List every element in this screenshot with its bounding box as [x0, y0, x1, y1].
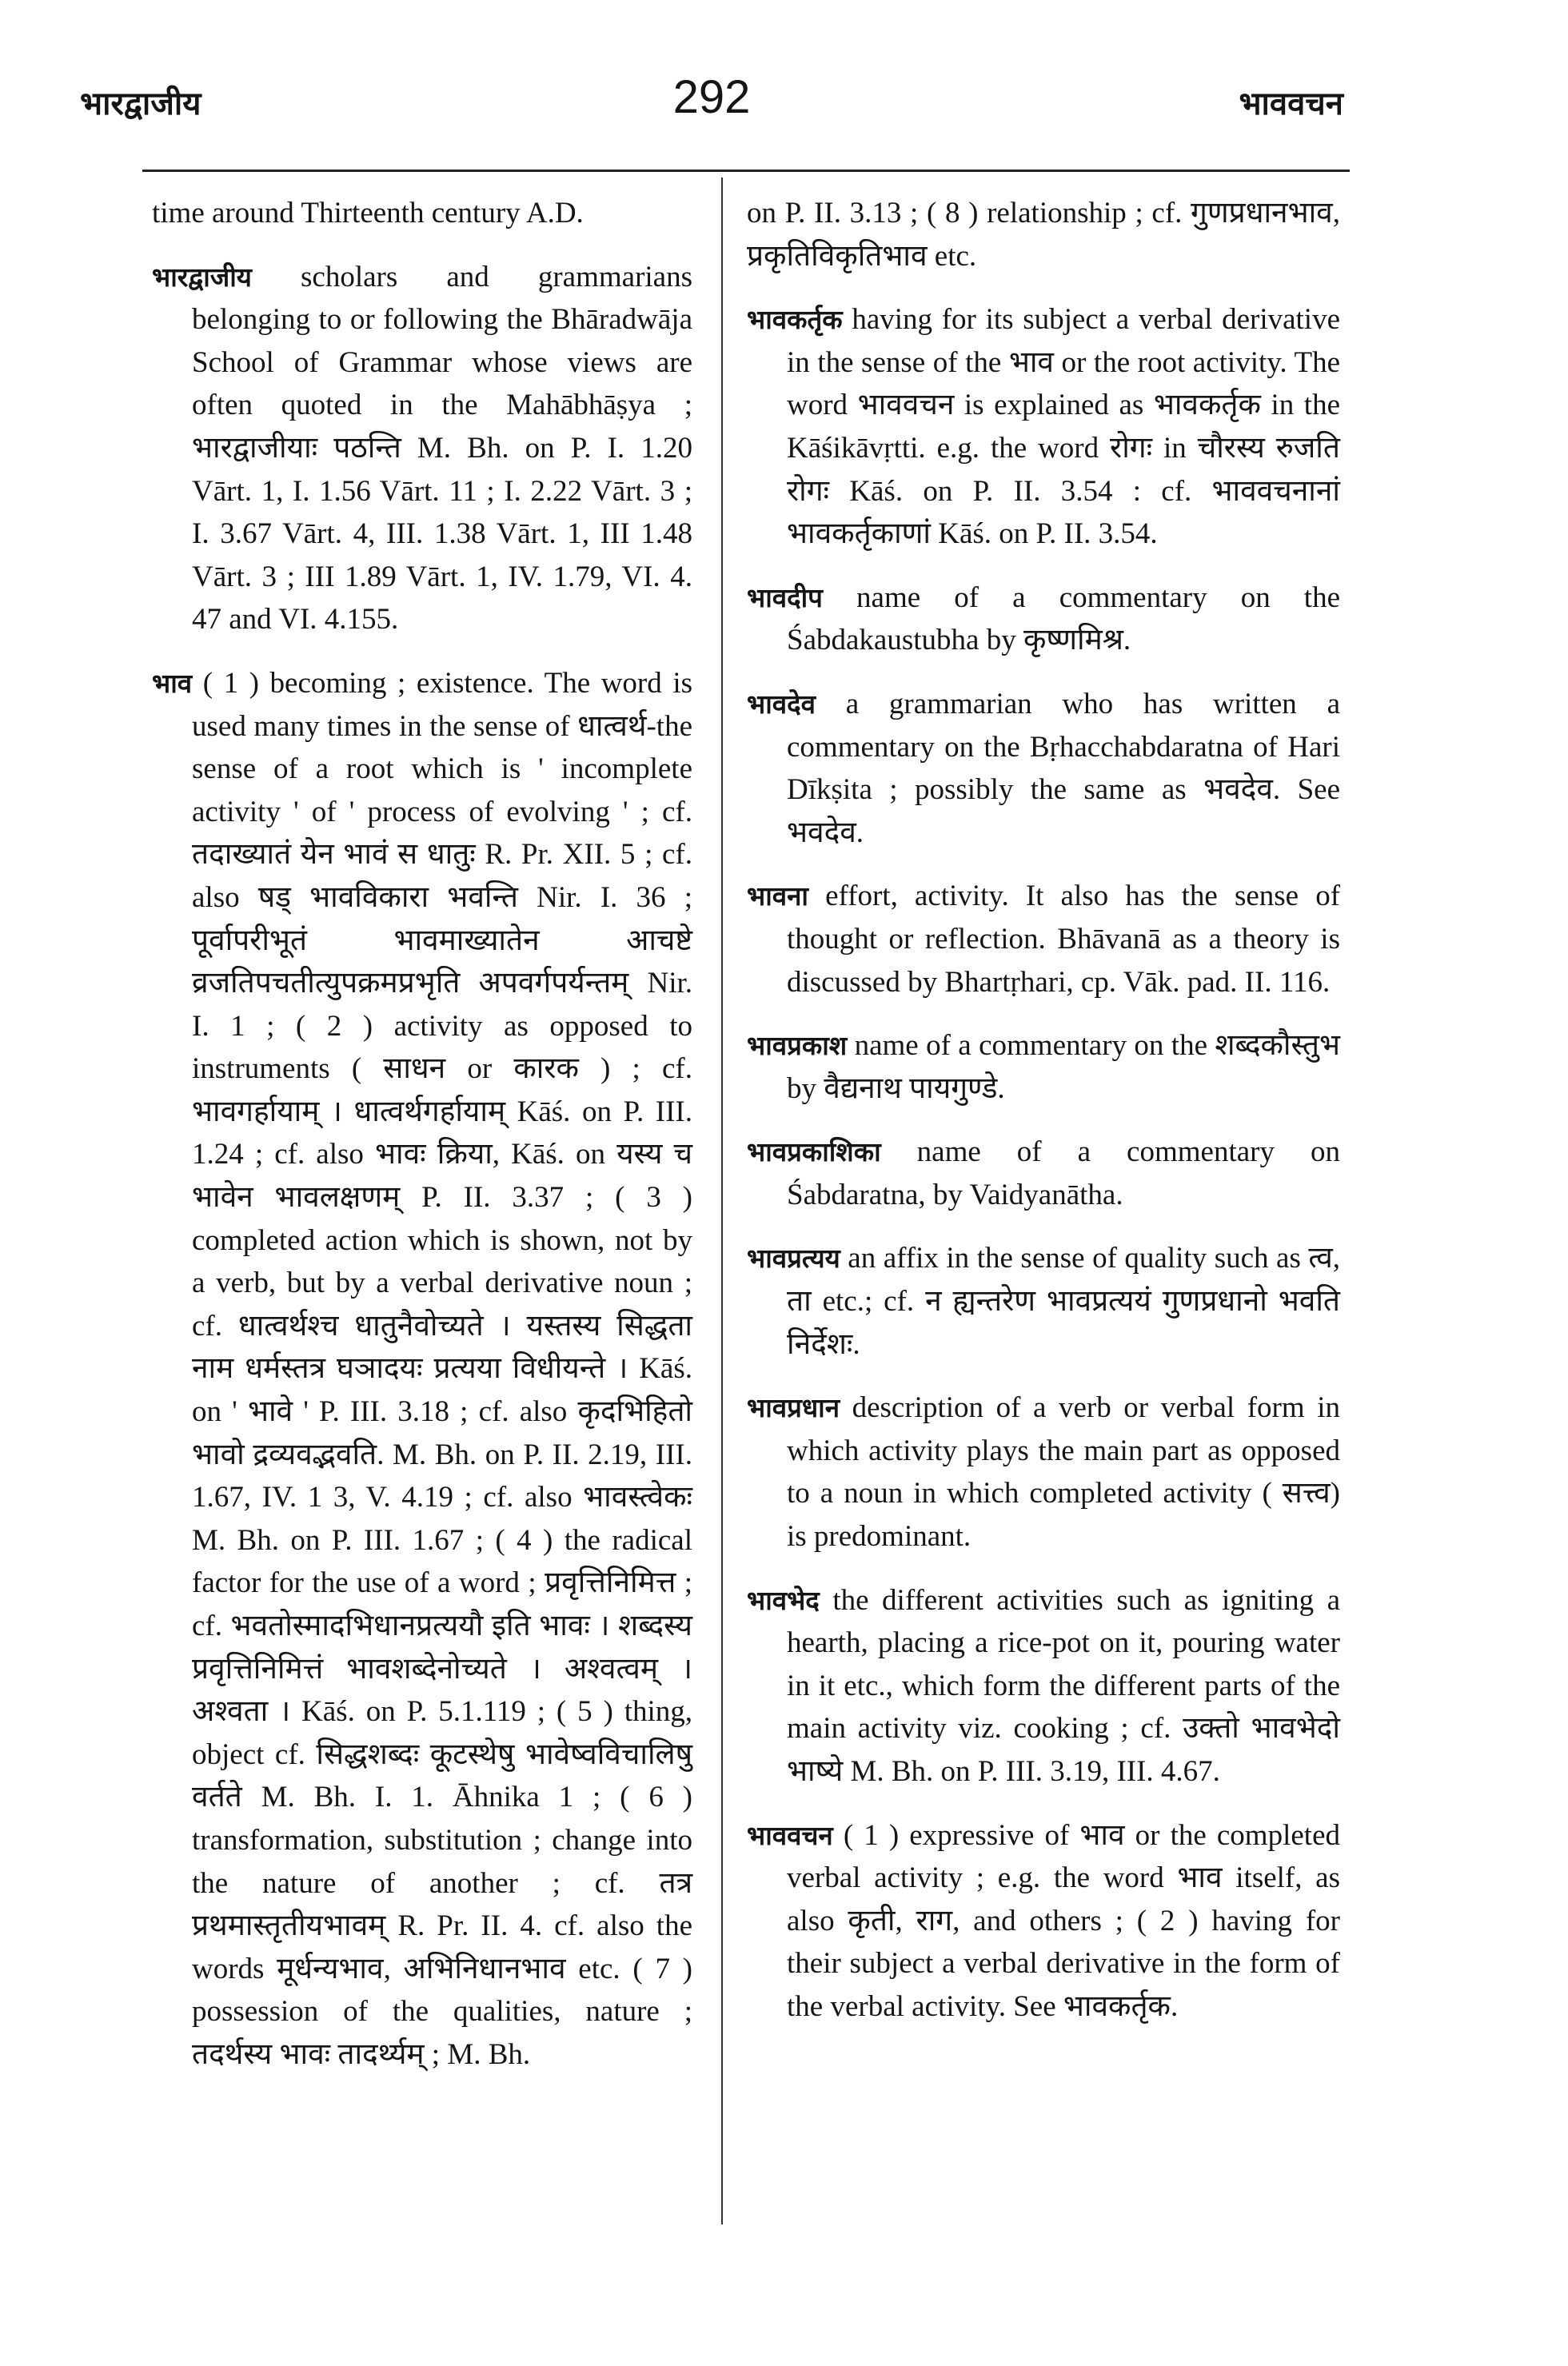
entry-headword: भावप्रधान [747, 1392, 840, 1424]
dictionary-entry [747, 875, 1340, 1003]
entry-text: time around Thirteenth century A.D. [152, 197, 584, 229]
entry-text: having for its subject a verbal derivative in the sense of the भाव or the root activity. The word भाववचन is explained as भावकर्तृक in the Kāśikāvṛtti. e.g. the word रोगः in चौरस्य रुजति रोगः Kāś. on P. II. 3.54 : cf. भाववचनानां भावकर्तृकाणां Kāś. on P. II. 3.54. [787, 303, 1341, 551]
header-right-word: भाववचन [1239, 86, 1343, 122]
dictionary-entry [152, 662, 692, 2077]
entry-text: on P. II. 3.13 ; ( 8 ) relationship ; cf. गुणप्रधानभाव, प्रकृतिविकृतिभाव etc. [747, 197, 1340, 273]
entry-text: name of a commentary on the शब्दकौस्तुभ by वैद्यनाथ पायगुण्डे. [787, 1029, 1341, 1105]
dictionary-entry [747, 192, 1340, 277]
entry-text: name of a commentary on the Śabdakaustubha by कृष्णमिश्र. [787, 581, 1341, 657]
dictionary-entry [747, 1579, 1340, 1793]
dictionary-entry [152, 192, 692, 235]
dictionary-entry [747, 1386, 1340, 1558]
entry-headword: भावभेद [747, 1584, 820, 1616]
entry-headword: भावना [747, 880, 808, 912]
entry-text: ( 1 ) expressive of भाव or the completed verbal activity ; e.g. the word भाव itself, as also कृती, राग, and others ; ( 2 ) having for their subject a verbal derivative in the form of the verbal activity. See भावकर्तृक. [787, 1818, 1340, 2023]
dictionary-entry [152, 256, 692, 641]
page-number: 292 [672, 71, 751, 123]
dictionary-entry [747, 683, 1340, 854]
entry-headword: भाव [152, 667, 193, 699]
page-header [80, 70, 1343, 134]
entry-text: effort, activity. It also has the sense of thought or reflection. Bhāvanā as a theory is discussed by Bhartṛhari, cp. Vāk. pad. II. 116. [787, 880, 1341, 999]
entry-text: a grammarian who has written a commentary on the Bṛhacchabdaratna of Hari Dīkṣita ; possibly the same as भवदेव. See भवदेव. [787, 687, 1340, 849]
dictionary-entry [747, 1237, 1340, 1366]
header-left-word: भारद्वाजीय [80, 86, 201, 122]
entry-text: description of a verb or verbal form in which activity plays the main part as opposed to a noun in which completed activity ( सत्त्व) is predominant. [787, 1391, 1340, 1554]
column-divider [721, 178, 723, 2224]
right-column [747, 192, 1340, 2049]
entry-text: ( 1 ) becoming ; existence. The word is used many times in the sense of धात्वर्थ-the sense of a root which is ' incomplete activity ' of ' process of evolving ' ; cf. तदाख्यातं येन भावं स धातुः R. Pr. XII. 5 ; cf. also षड् भावविकारा भवन्ति Nir. I. 36 ; पूर्वापरीभूतं भावमाख्यातेन आचष्टे व्रजतिपचतीत्युपक्रमप्रभृति अपवर्गपर्यन्तम् Nir. I. 1 ; ( 2 ) activity as opposed to instruments ( साधन or कारक ) ; cf. भावगर्हायाम् । धात्वर्थगर्हायाम् Kāś. on P. III. 1.24 ; cf. also भावः क्रिया, Kāś. on यस्य च भावेन भावलक्षणम् P. II. 3.37 ; ( 3 ) completed action which is shown, not by a verb, but by a verbal derivative noun ; cf. धात्वर्थश्च धातुनैवोच्यते । यस्तस्य सिद्धता नाम धर्मस्तत्र घञादयः प्रत्यया विधीयन्ते । Kāś. on ' भावे ' P. III. 3.18 ; cf. also कृदभिहितो भावो द्रव्यवद्भवति. M. Bh. on P. II. 2.19, III. 1.67, IV. 1 3, V. 4.19 ; cf. also भावस्त्वेकः M. Bh. on P. III. 1.67 ; ( 4 ) the radical factor for the use of a word ; प्रवृत्तिनिमित्त ; cf. भवतोस्मादभिधानप्रत्ययौ इति भावः । शब्दस्य प्रवृत्तिनिमित्तं भावशब्देनोच्यते । अश्वत्वम् । अश्वता । Kāś. on P. 5.1.119 ; ( 5 ) thing, object cf. सिद्धशब्दः कूटस्थेषु भावेष्वविचालिषु वर्तते M. Bh. I. 1. Āhnika 1 ; ( 6 ) transformation, substitution ; change into the nature of another ; cf. तत्र प्रथमास्तृतीयभावम् R. Pr. II. 4. cf. also the words मूर्धन्यभाव, अभिनिधानभाव etc. ( 7 ) possession of the qualities, nature ; तदर्थस्य भावः तादर्थ्यम् ; M. Bh. [192, 666, 693, 2071]
entry-text: name of a commentary on Śabdaratna, by Vaidyanātha. [787, 1135, 1341, 1211]
entry-headword: भावकर्तृक [747, 304, 843, 336]
entry-text: an affix in the sense of quality such as त्व, ता etc.; cf. न ह्यन्तरेण भावप्रत्ययं गुणप्रधानो भवति निर्देशः. [787, 1242, 1341, 1361]
dictionary-entry [747, 1814, 1340, 2029]
header-rule [142, 170, 1350, 172]
entry-headword: भावदीप [747, 581, 823, 613]
dictionary-entry [747, 1024, 1340, 1110]
entry-headword: भाववचन [747, 1819, 833, 1851]
entry-headword: भारद्वाजीय [152, 261, 252, 293]
dictionary-entry [747, 1131, 1340, 1216]
dictionary-entry [747, 577, 1340, 662]
entry-text: the different activities such as igniting a hearth, placing a rice-pot on it, pouring water in it etc., which form the different parts of the main activity viz. cooking ; cf. उक्तो भावभेदो भाष्ये M. Bh. on P. III. 3.19, III. 4.67. [787, 1583, 1341, 1788]
entry-headword: भावप्रत्यय [747, 1243, 840, 1275]
entry-headword: भावप्रकाशिका [747, 1136, 881, 1168]
dictionary-entry [747, 298, 1340, 556]
left-column [152, 192, 692, 2097]
entry-headword: भावदेव [747, 688, 816, 720]
entry-headword: भावप्रकाश [747, 1030, 848, 1062]
entry-text: scholars and grammarians belonging to or following the Bhāradwāja School of Grammar whose views are often quoted in the Mahābhāṣya ; भारद्वाजीयाः पठन्ति M. Bh. on P. I. 1.20 Vārt. 1, I. 1.56 Vārt. 11 ; I. 2.22 Vārt. 3 ; I. 3.67 Vārt. 4, III. 1.38 Vārt. 1, III 1.48 Vārt. 3 ; III 1.89 Vārt. 1, IV. 1.79, VI. 4. 47 and VI. 4.155. [192, 260, 692, 636]
